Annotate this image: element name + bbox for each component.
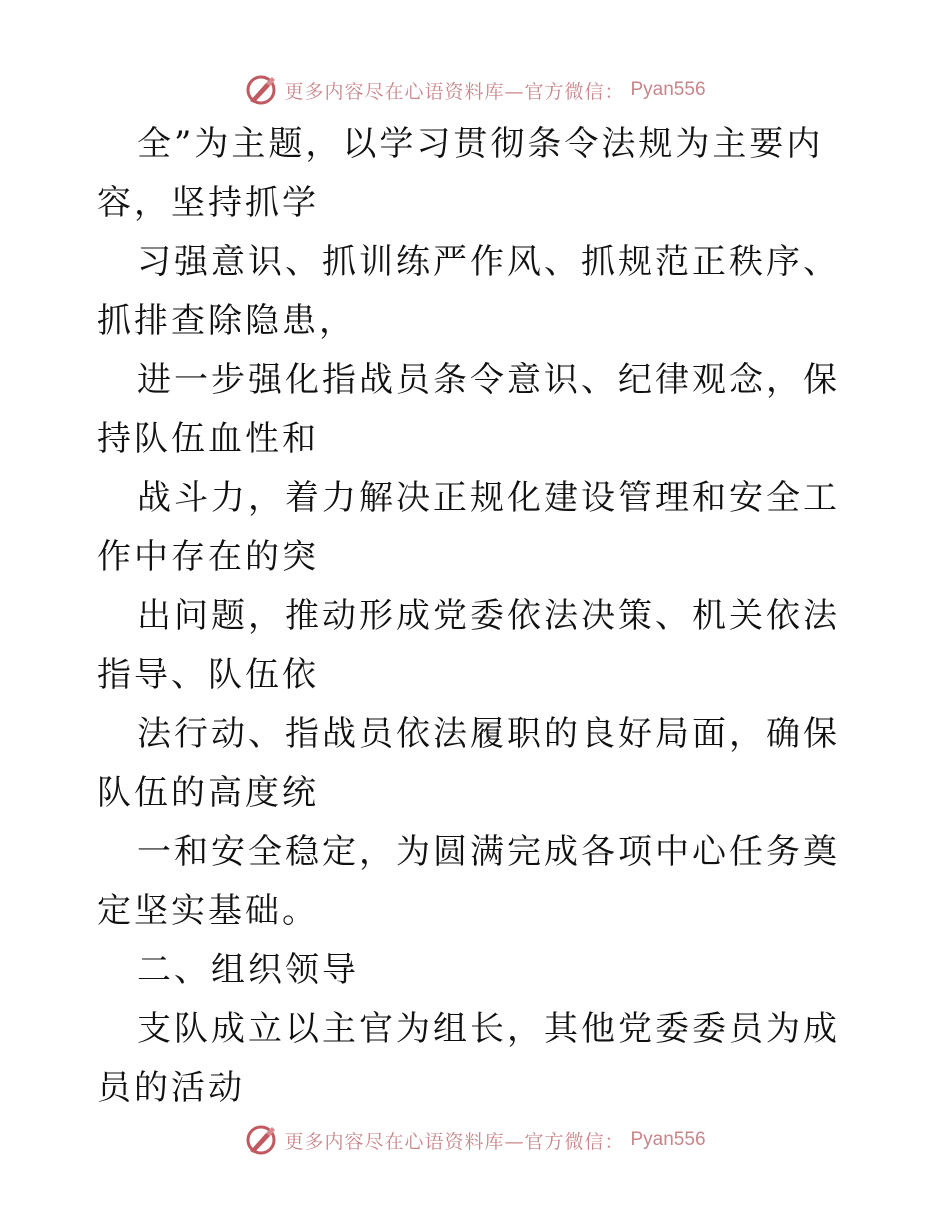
paragraph: 进一步强化指战员条令意识、纪律观念，保持队伍血性和 (97, 360, 840, 459)
watermark-wechat-id: Pyan556 (630, 79, 706, 100)
pen-logo-icon (244, 1123, 278, 1157)
paragraph: 一和安全稳定，为圆满完成各项中心任务奠定坚实基础。 (97, 832, 840, 931)
footer-watermark (0, 1120, 950, 1160)
watermark-wechat-id: Pyan556 (630, 1129, 706, 1150)
pen-logo-icon (244, 73, 278, 107)
paragraph: 全”为主题，以学习贯彻条令法规为主要内容，坚持抓学 (97, 124, 824, 223)
watermark-text: 更多内容尽在心语资料库—官方微信： (284, 1130, 625, 1153)
watermark-text: 更多内容尽在心语资料库—官方微信： (284, 80, 625, 103)
paragraph: 出问题，推动形成党委依法决策、机关依法指导、队伍依 (97, 596, 840, 695)
section-heading: 二、组织领导 (137, 950, 359, 990)
paragraph: 法行动、指战员依法履职的良好局面，确保队伍的高度统 (97, 714, 840, 813)
header-watermark (0, 70, 950, 110)
paragraph: 战斗力，着力解决正规化建设管理和安全工作中存在的突 (97, 478, 840, 577)
document-body (97, 115, 857, 1118)
paragraph: 支队成立以主官为组长，其他党委委员为成员的活动 (97, 1009, 840, 1108)
paragraph: 习强意识、抓训练严作风、抓规范正秩序、抓排查除隐患， (97, 242, 840, 341)
